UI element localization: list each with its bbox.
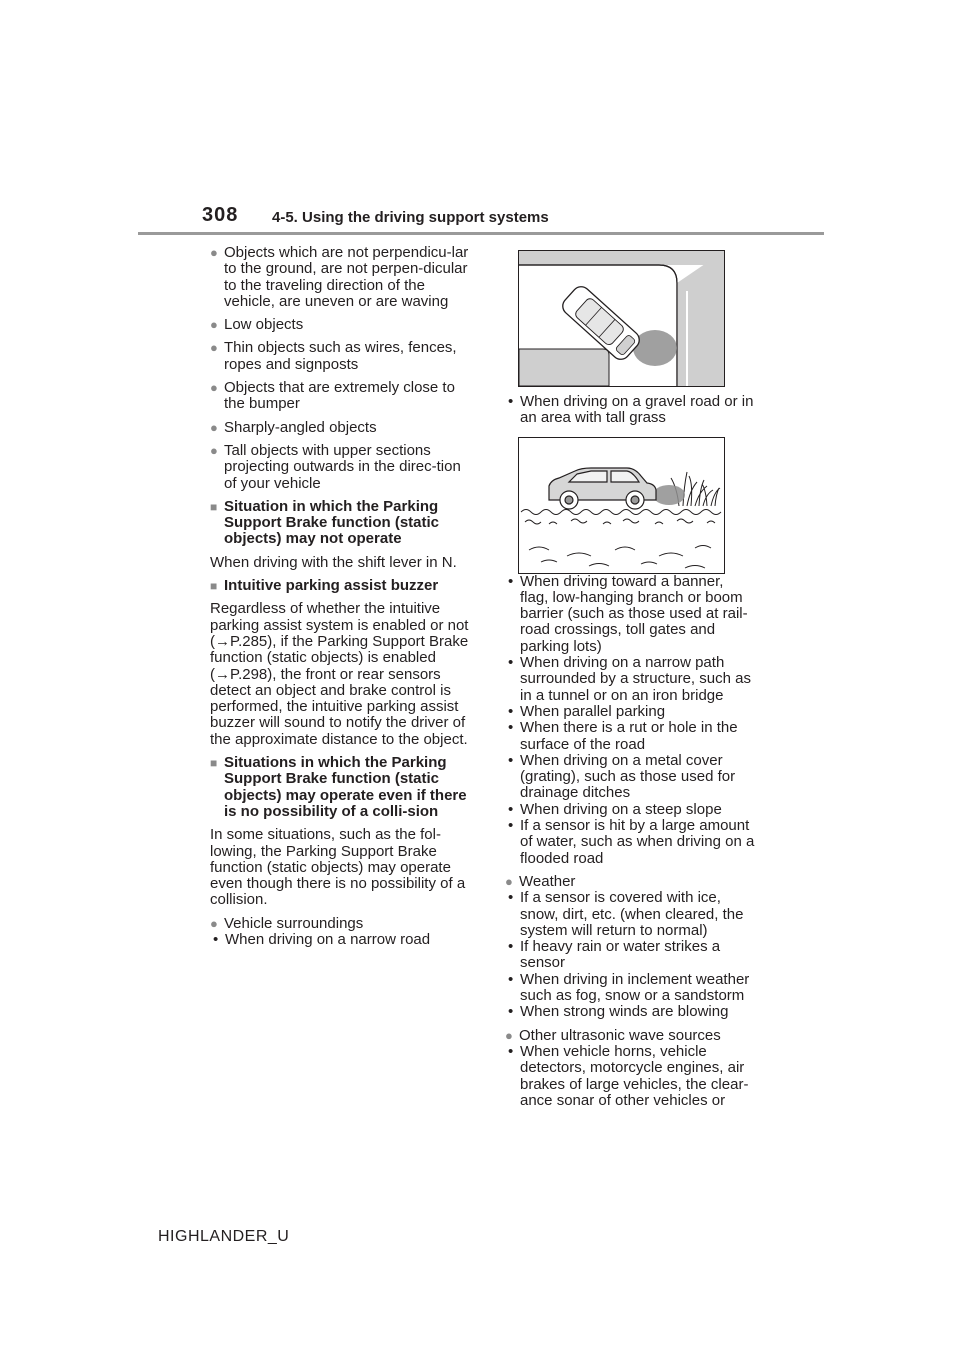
bullet-weather: ● Weather (505, 874, 755, 890)
sub-item: • When vehicle horns, vehicle detectors, motorcycle engines, air brakes of large vehicles, the clear-ance sonar of other vehicles or (505, 1044, 755, 1109)
surroundings-list (505, 574, 755, 867)
weather-list (505, 890, 755, 1020)
right-column (505, 394, 755, 1116)
bullet-item: ● Objects which are not perpendicu-lar to the ground, are not perpen-dicular to the traveling direction of the vehicle, are uneven or are waving (210, 245, 470, 310)
bullet-item: ● Low objects (210, 317, 470, 333)
bullet-item: ● Tall objects with upper sections projecting outwards in the direc-tion of your vehicle (210, 443, 470, 492)
text-buzzer: Regardless of whether the intuitive parking assist system is enabled or not (→P.285), if the Parking Support Brake function (static objects) is enabled (→P.298), the front or rear sensors detect an object and brake control is performed, the intuitive parking assist buzzer will sound to notify the driver of the approximate distance to the object. (210, 600, 469, 748)
bullet-item: ● Sharply-angled objects (210, 420, 470, 436)
sub-item: • When strong winds are blowing (505, 1004, 755, 1020)
page-number: 308 (202, 204, 239, 226)
sub-item-gravel: • When driving on a gravel road or in an area with tall grass (505, 394, 755, 427)
sub-item-narrow-road: • When driving on a narrow road (210, 932, 470, 948)
ultrasonic-list (505, 1044, 755, 1109)
bullet-item: ● Thin objects such as wires, fences, ropes and signposts (210, 340, 470, 373)
figure-spacer (505, 427, 755, 574)
text-not-operate: When driving with the shift lever in N. (210, 553, 457, 571)
bullet-ultrasonic: ● Other ultrasonic wave sources (505, 1028, 755, 1044)
page-header (138, 200, 824, 236)
header-rule (138, 232, 824, 235)
sub-item: • When there is a rut or hole in the surface of the road (505, 720, 755, 753)
footer-model: HIGHLANDER_U (158, 1228, 290, 1245)
sub-item: • When driving on a steep slope (505, 802, 755, 818)
section-title: 4-5. Using the driving support systems (272, 209, 549, 226)
sub-item: • If a sensor is covered with ice, snow, dirt, etc. (when cleared, the system will return to normal) (505, 890, 755, 939)
sub-item: • When driving in inclement weather such as fog, snow or a sandstorm (505, 972, 755, 1005)
left-column (210, 245, 470, 948)
sub-item: • When driving on a narrow path surrounded by a structure, such as in a tunnel or on an iron bridge (505, 655, 755, 704)
sub-item: • When driving toward a banner, flag, low-hanging branch or boom barrier (such as those used at rail-road crossings, toll gates and parking lots) (505, 574, 755, 655)
sub-item: • When driving on a metal cover (grating), such as those used for drainage ditches (505, 753, 755, 802)
bullet-surroundings: ● Vehicle surroundings (210, 916, 470, 932)
bullet-item: ● Objects that are extremely close to the bumper (210, 380, 470, 413)
sub-item: • If a sensor is hit by a large amount of water, such as when driving on a flooded road (505, 818, 755, 867)
sub-item: • When parallel parking (505, 704, 755, 720)
narrow-road-svg (519, 251, 724, 386)
sub-item: • If heavy rain or water strikes a sensor (505, 939, 755, 972)
heading-may-operate: ■ Situations in which the Parking Support Brake function (static objects) may operate even if there is no possibility of a colli-sion (210, 755, 470, 820)
heading-buzzer: ■ Intuitive parking assist buzzer (210, 578, 470, 594)
narrow-road-illustration (518, 250, 725, 387)
heading-not-operate: ■ Situation in which the Parking Support Brake function (static objects) may not operate (210, 499, 470, 548)
text-may-operate: In some situations, such as the fol-lowing, the Parking Support Brake function (static objects) may operate even though there is no possibility of a collision. (210, 826, 466, 909)
